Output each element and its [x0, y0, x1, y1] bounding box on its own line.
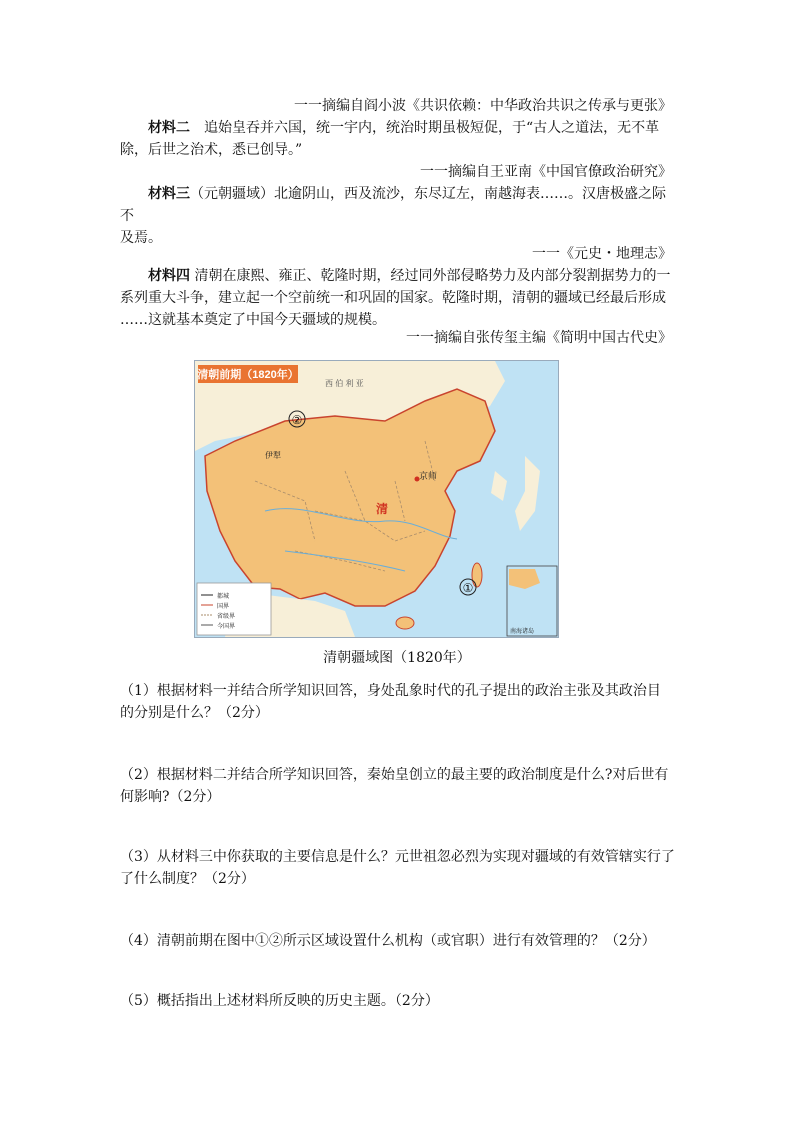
material-2-text-2: 除，后世之治术，悉已创导。”: [120, 142, 303, 158]
map-marker-1: ①: [462, 581, 474, 595]
material-3-text-3: 及焉。: [120, 230, 162, 246]
material-2-source: 一一摘编自王亚南《中国官僚政治研究》: [420, 164, 672, 180]
question-3: [120, 846, 680, 890]
map-marker-2: ②: [291, 413, 303, 427]
question-5: [120, 990, 680, 1012]
legend-item-3: 今国界: [217, 624, 236, 630]
question-4: [120, 930, 680, 952]
material-3-text-1: （元朝疆域）北逾阴山，西及流沙，东尽辽左，南越海表……。汉唐极盛之际: [190, 186, 666, 202]
question-2-line-2: 何影响?（2分）: [120, 789, 221, 805]
map-label-jingshi: 京师: [419, 471, 438, 481]
legend-item-2: 省级界: [217, 614, 236, 620]
question-2-line-1: （2）根据材料二并结合所学知识回答，秦始皇创立的最主要的政治制度是什么?对后世有: [120, 767, 669, 783]
material-2-label: 材料二: [148, 120, 190, 136]
question-1-line-1: （1）根据材料一并结合所学知识回答，身处乱象时代的孔子提出的政治主张及其政治目: [120, 683, 661, 699]
material-3-source: 一一《元史・地理志》: [532, 246, 672, 262]
material-4-source: 一一摘编自张传玺主编《简明中国古代史》: [406, 330, 672, 346]
legend-item-0: 都城: [217, 594, 230, 600]
legend-item-1: 国界: [217, 604, 230, 610]
material-4-text-1: 清朝在康熙、雍正、乾隆时期，经过同外部侵略势力及内部分裂割据势力的一: [194, 268, 671, 284]
qing-territory-map: [194, 360, 559, 638]
inset-label: 南海诸岛: [510, 629, 535, 635]
source-1: 一一摘编自阎小波《共识依赖：中华政治共识之传承与更张》: [294, 98, 672, 114]
material-4-label: 材料四: [148, 268, 190, 284]
map-label-qing: 清: [376, 502, 389, 516]
material-3-text-2: 不: [120, 208, 134, 224]
question-3-line-2: 了什么制度？（2分）: [120, 871, 255, 887]
question-1-line-2: 的分别是什么？（2分）: [120, 705, 269, 721]
material-4-text-2: 系列重大斗争，建立起一个空前统一和巩固的国家。乾隆时期，清朝的疆域已经最后形成: [120, 290, 666, 306]
material-4-text-3: ……这就基本奠定了中国今天疆域的规模。: [120, 312, 386, 328]
question-1: [120, 680, 680, 724]
question-3-line-1: （3）从材料三中你获取的主要信息是什么？元世祖忽必烈为实现对疆域的有效管辖实行了: [120, 849, 675, 865]
material-3-label: 材料三: [148, 186, 190, 202]
map-label-siberia: 西 伯 利 亚: [325, 379, 364, 388]
question-4-line-1: （4）清朝前期在图中①②所示区域设置什么机构（或官职）进行有效管理的？（2分）: [120, 933, 656, 949]
map-label-yili: 伊犁: [265, 451, 281, 460]
question-2: [120, 764, 680, 808]
material-2-text-1: 追始皇吞并六国，统一宇内，统治时期虽极短促，于“古人之道法，无不革: [204, 120, 660, 136]
map-title: 清朝前期（1820年）: [197, 369, 299, 381]
question-5-line-1: （5）概括指出上述材料所反映的历史主题。（2分）: [120, 993, 439, 1009]
map-caption: 清朝疆域图（1820年）: [323, 650, 471, 666]
